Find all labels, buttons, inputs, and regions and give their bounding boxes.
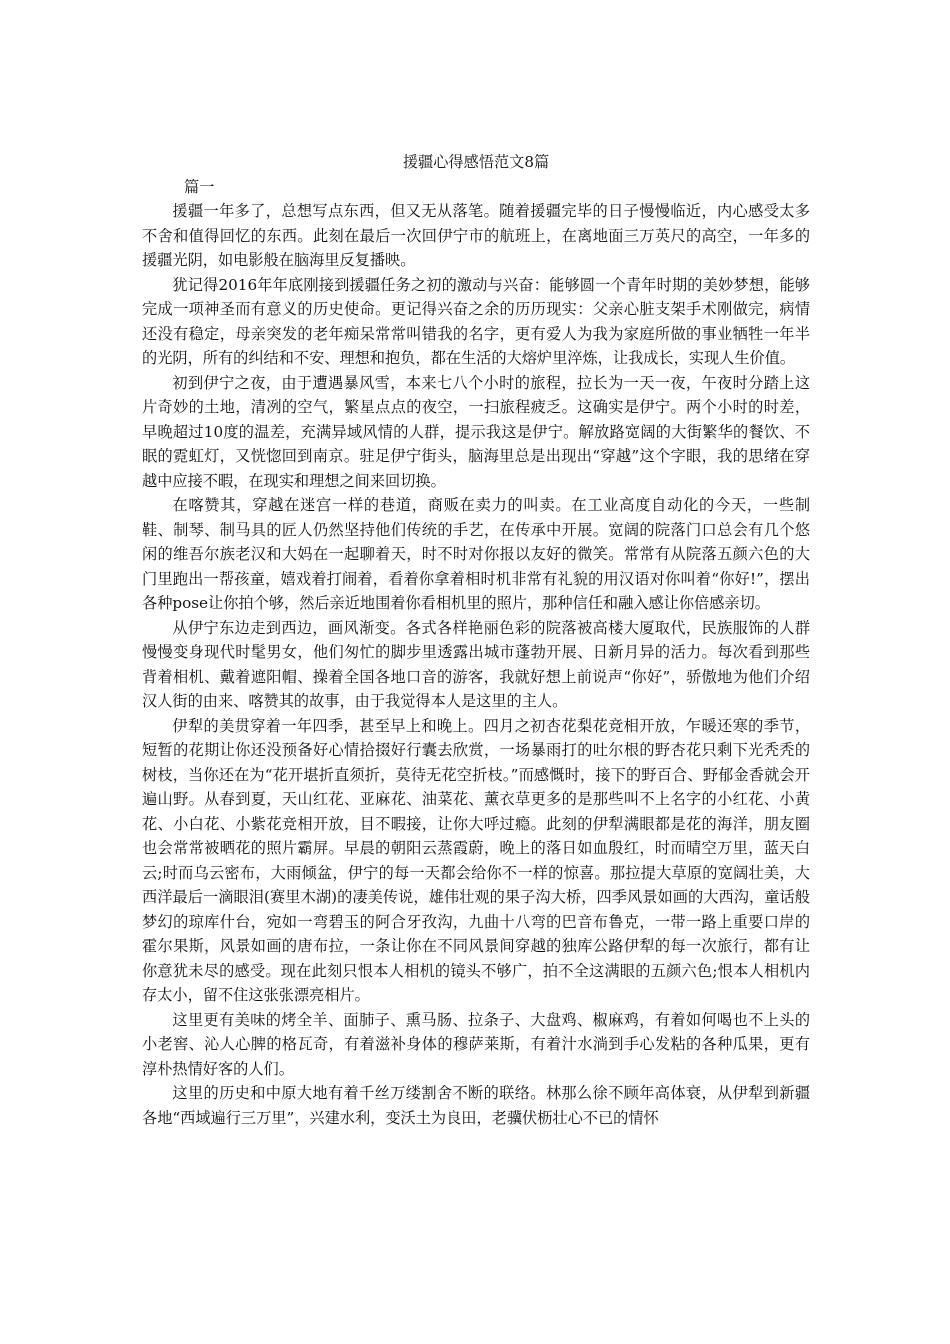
paragraph: 在喀赞其，穿越在迷宫一样的巷道，商贩在卖力的叫卖。在工业高度自动化的今天，一些制鞋、制琴、制马具的匠人仍然坚持他们传统的手艺，在传承中开展。宽阔的院落门口总会有几个悠闲的维吾尔族老汉和大妈在一起聊着天，时不时对你报以友好的微笑。常常有从院落五颜六色的大门里跑出一帮孩童，嬉戏着打闹着，看着你拿着相时机非常有礼貌的用汉语对你叫着“你好!”，摆出各种pose让你拍个够，然后亲近地围着你看相机里的照片，那种信任和融入感让你倍感亲切。 xyxy=(142,496,810,612)
section-heading: 篇一 xyxy=(184,177,215,196)
paragraph: 从伊宁东边走到西边，画风渐变。各式各样艳丽色彩的院落被高楼大厦取代，民族服饰的人群慢慢变身现代时髦男女，他们匆忙的脚步里透露出城市蓬勃开展、日新月异的活力。每次看到那些背着相机、戴着遮阳帽、操着全国各地口音的游客，我就好想上前说声“你好”，骄傲地为他们介绍汉人街的由来、喀赞其的故事，由于我觉得本人是这里的主人。 xyxy=(142,618,810,710)
document-title: 援疆心得感悟范文8篇 xyxy=(402,153,550,171)
paragraph: 伊犁的美贯穿着一年四季，甚至早上和晚上。四月之初杏花梨花竞相开放，乍暖还寒的季节，短暂的花期让你还没预备好心情拾掇好行囊去欣赏，一场暴雨打的吐尔根的野杏花只剩下光秃秃的树枝，当你还在为“花开堪折直须折，莫待无花空折枝。”而感慨时，接下的野百合、野郁金香就会开遍山野。从春到夏，天山红花、亚麻花、油菜花、薰衣草更多的是那些叫不上名字的小红花、小黄花、小白花、小紫花竞相开放，目不暇接，让你大呼过瘾。此刻的伊犁满眼都是花的海洋，朋友圈也会常常被晒花的照片霸屏。早晨的朝阳云蒸霞蔚，晚上的落日如血殷红，时而晴空万里，蓝天白云;时而乌云密布，大雨倾盆，伊宁的每一天都会给你不一样的惊喜。那拉提大草原的宽阔壮美，大西洋最后一滴眼泪(赛里木湖)的凄美传说，雄伟壮观的果子沟大桥，四季风景如画的大西沟，童话般梦幻的琼库什台，宛如一弯碧玉的阿合牙孜沟，九曲十八弯的巴音布鲁克，一带一路上重要口岸的霍尔果斯，风景如画的唐布拉，一条让你在不同风景间穿越的独库公路伊犁的每一次旅行，都有让你意犹未尽的感受。现在此刻只恨本人相机的镜头不够广，拍不全这满眼的五颜六色;恨本人相机内存太小，留不住这张张漂亮相片。 xyxy=(142,716,810,1004)
paragraph: 这里的历史和中原大地有着千丝万缕割舍不断的联络。林那么徐不顾年高体衰，从伊犁到新疆各地“西域遍行三万里”，兴建水利，变沃土为良田，老骥伏枥壮心不已的情怀 xyxy=(142,1084,810,1127)
paragraph: 犹记得2016年年底刚接到援疆任务之初的激动与兴奋：能够圆一个青年时期的美妙梦想，能够完成一项神圣而有意义的历史使命。更记得兴奋之余的历历现实：父亲心脏支架手术刚做完，病情还没有稳定，母亲突发的老年痴呆常常叫错我的名字，更有爱人为我为家庭所做的事业牺牲一年半的光阴，所有的纠结和不安、理想和抱负，都在生活的大熔炉里淬炼，让我成长，实现人生价值。 xyxy=(142,275,810,367)
document-body xyxy=(142,150,810,1130)
paragraph: 援疆一年多了，总想写点东西，但又无从落笔。随着援疆完毕的日子慢慢临近，内心感受太多不舍和值得回忆的东西。此刻在最后一次回伊宁市的航班上，在离地面三万英尺的高空，一年多的援疆光阴，如电影般在脑海里反复播映。 xyxy=(142,202,810,269)
paragraph: 这里更有美味的烤全羊、面肺子、熏马肠、拉条子、大盘鸡、椒麻鸡，有着如何喝也不上头的小老窖、沁人心脾的格瓦奇，有着滋补身体的穆萨莱斯，有着汁水淌到手心发粘的各种瓜果，更有淳朴热情好客的人们。 xyxy=(142,1010,810,1078)
paragraph: 初到伊宁之夜，由于遭遇暴风雪，本来七八个小时的旅程，拉长为一天一夜，午夜时分踏上这片奇妙的土地，清冽的空气，繁星点点的夜空，一扫旅程疲乏。这确实是伊宁。两个小时的时差，早晚超过10度的温差，充满异域风情的人群，提示我这是伊宁。解放路宽阔的大街繁华的餐饮、不眠的霓虹灯，又恍惚回到南京。驻足伊宁街头，脑海里总是出现出“穿越”这个字眼，我的思绪在穿越中应接不暇，在现实和理想之间来回切换。 xyxy=(142,373,810,490)
